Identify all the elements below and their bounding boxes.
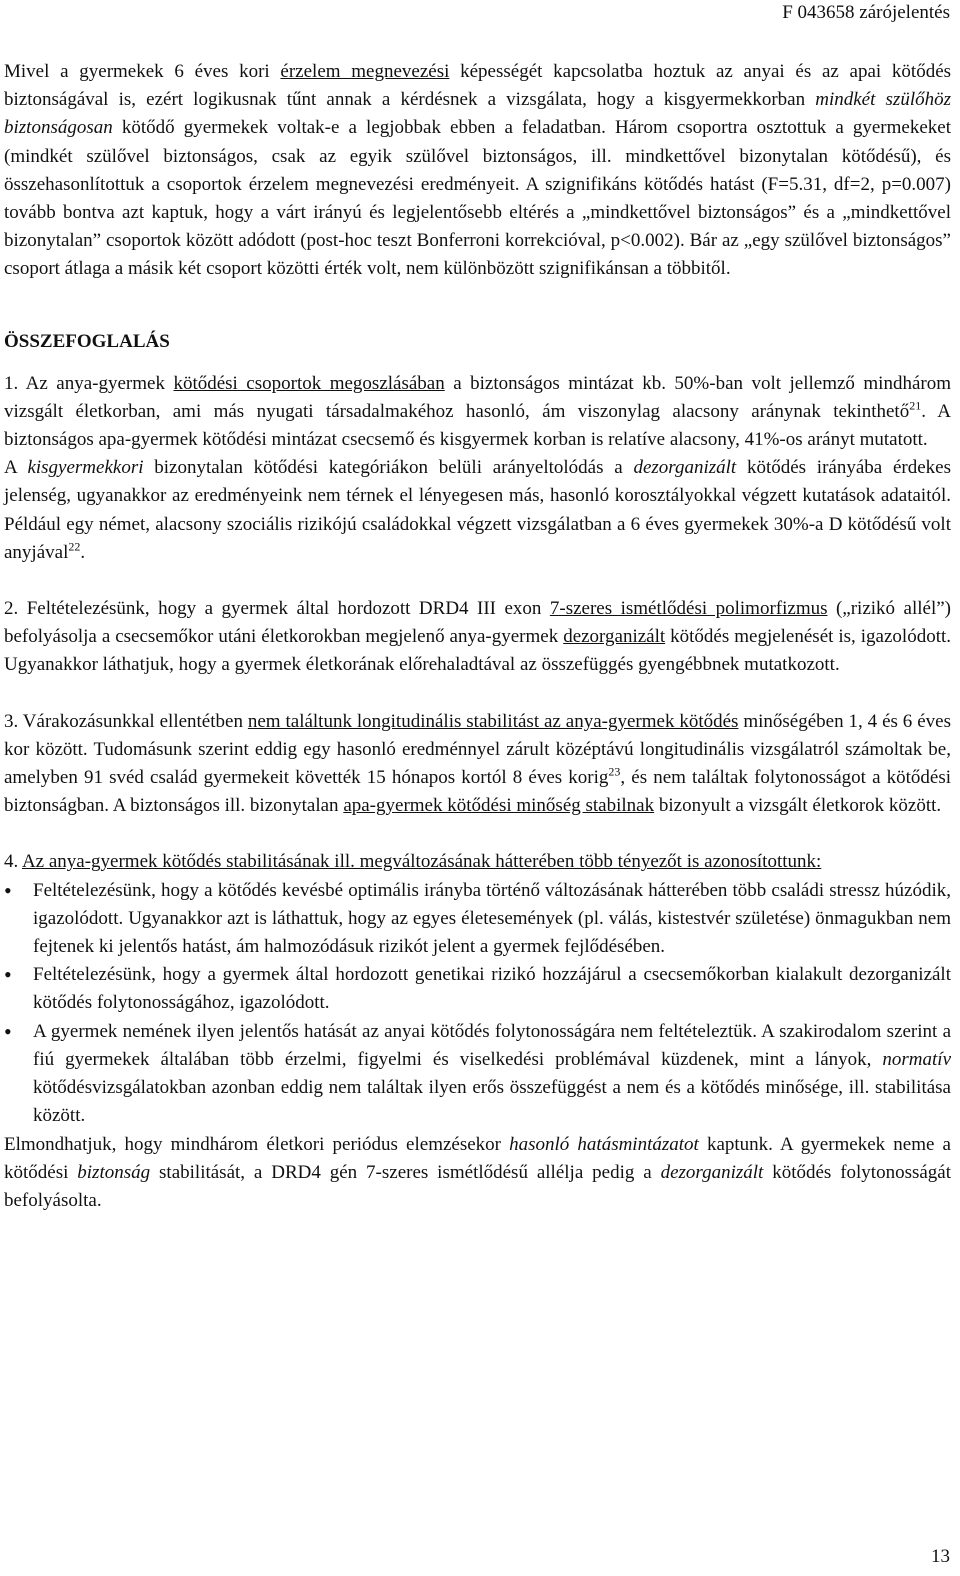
footnote-ref: 22 bbox=[68, 539, 81, 554]
text: kötődés folytonosságát befolyásolta. bbox=[4, 1161, 952, 1211]
italic-text: biztonság bbox=[77, 1161, 151, 1183]
text: a biztonságos mintázat kb. 50%-ban volt jellemző mindhárom vizsgált életkorban, ami más nyugati társadalmakéhoz hasonló, ám viszonylag alacsony aránynak tekinthető bbox=[4, 372, 951, 422]
italic-text: dezorganizált bbox=[660, 1161, 764, 1183]
list-item bbox=[4, 877, 951, 962]
text: . bbox=[80, 541, 86, 563]
text: Feltételezésünk, hogy a gyermek által hordozott genetikai rizikó hozzájárul a csecsemőkorban kialakult dezorganizált kötődés folytonosságához, igazolódott. bbox=[33, 964, 951, 1014]
underlined-text: Az anya-gyermek kötődés stabilitásának ill. megváltozásának hátterében több tényezőt is azonosítottunk: bbox=[21, 851, 822, 873]
page-number: 13 bbox=[931, 1546, 950, 1567]
summary-point-1 bbox=[4, 370, 951, 455]
text: Mivel a gyermekek 6 éves kori bbox=[4, 61, 281, 82]
underlined-text: kötődési csoportok megoszlásában bbox=[173, 372, 445, 394]
text: kötődés irányába érdekes jelenség, ugyanakkor az eredményeink nem térnek el lényegesen más, hasonló korosztályokkal végzett kutatások adataitól. Például egy német, alacsony szociális rizikójú családokkal végzett vizsgálatban a 6 éves gyermekek 30%-a D kötődésű volt anyjával bbox=[4, 457, 951, 563]
summary-heading: ÖSSZEFOGLALÁS bbox=[4, 330, 170, 352]
footnote-ref: 23 bbox=[608, 764, 621, 779]
list-item bbox=[4, 961, 951, 1017]
text: („rizikó allél”) befolyásolja a csecsemőkor utáni életkorokban megjelenő anya-gyermek bbox=[4, 598, 951, 648]
text: , és nem találtak folytonosságot a kötődési biztonságban. A biztonságos ill. bizonytalan bbox=[4, 767, 952, 817]
underlined-text: dezorganizált bbox=[563, 626, 666, 648]
text: A gyermek nemének ilyen jelentős hatását az anyai kötődés folytonosságára nem feltételeztük. A szakirodalom szerint a fiú gyermekek általában több érzelmi, figyelmi és viselkedési problémával küzdenek, mint a lányok, bbox=[33, 1020, 951, 1070]
text: Elmondhatjuk, hogy mindhárom életkori periódus elemzésekor bbox=[4, 1133, 510, 1155]
text: bizonyult a vizsgált életkorok között. bbox=[654, 795, 942, 817]
text: kötődés megjelenését is, igazolódott. Ugyanakkor láthatjuk, hogy a gyermek életkorának előrehaladtával az összefüggés gyengébbnek mutatkozott. bbox=[4, 626, 951, 676]
italic-text: hasonló hatásmintázatot bbox=[509, 1133, 699, 1155]
list-item bbox=[4, 1018, 951, 1131]
text: kötődő gyermekek voltak-e a legjobbak ebben a feladatban. Három csoportra osztottuk a gyermekeket (mindkét szülővel biztonságos, csak az egyik szülővel biztonságos, ill. mindkettővel bizonytalan kötődésű), és összehasonlítottuk a csoportok érzelem megnevezési eredményeit. A szignifikáns kötődés hatást (F=5.31, df=2, p=0.007) tovább bontva azt kaptuk, hogy a várt irányú és legjelentősebb eltérés a „mindkettővel biztonságos” és a „mindkettővel bizonytalan” csoportok között adódott (post-hoc teszt Bonferroni korrekcióval, p<0.002). Bár az „egy szülővel biztonságos” csoport átlaga a másik két csoport közötti érték volt, nem különbözött szignifikánsan a többitől. bbox=[4, 117, 951, 280]
text: 4. bbox=[4, 851, 22, 873]
text: képességét kapcsolatba hoztuk az anyai és az apai kötődés biztonságával is, ezért logikusnak tűnt annak a kérdésnek a vizsgálata, hogy a kisgyermekkorban bbox=[4, 61, 952, 111]
factor-list bbox=[4, 877, 951, 1131]
underlined-text: apa-gyermek kötődési minőség stabilnak bbox=[343, 795, 655, 817]
text: 3. Várakozásunkkal ellentétben bbox=[4, 710, 248, 732]
conclusion-paragraph bbox=[4, 1131, 951, 1216]
text: bizonytalan kötődési kategóriákon belüli arányeltolódás a bbox=[143, 457, 634, 479]
underlined-text: nem találtunk longitudinális stabilitást az anya-gyermek kötődés bbox=[247, 710, 739, 732]
summary-point-1-continued bbox=[4, 454, 951, 567]
italic-text: dezorganizált bbox=[633, 457, 737, 479]
underlined-text: 7-szeres ismétlődési polimorfizmus bbox=[549, 598, 828, 620]
text: A bbox=[4, 457, 28, 479]
italic-text: mindkét szülőhöz biztonságosan bbox=[4, 89, 951, 139]
text: kaptunk. A gyermekek neme a kötődési bbox=[4, 1133, 951, 1183]
summary-point-4 bbox=[4, 848, 951, 876]
document-body bbox=[4, 58, 951, 1215]
text: minőségében 1, 4 és 6 éves kor között. Tudomásunk szerint eddig egy hasonló eredménnyel zárult középtávú longitudinális vizsgálatról számoltak be, amelyben 91 svéd család gyermekeit követték 15 hónapos kortól 8 éves korig bbox=[4, 710, 951, 789]
summary-point-3 bbox=[4, 708, 951, 821]
underlined-text: érzelem megnevezési bbox=[280, 61, 450, 82]
italic-text: normatív bbox=[882, 1048, 951, 1070]
intro-paragraph bbox=[4, 58, 951, 284]
footnote-ref: 21 bbox=[909, 398, 922, 413]
text: 1. Az anya-gyermek bbox=[4, 372, 174, 394]
text: 2. Feltételezésünk, hogy a gyermek által hordozott DRD4 III exon bbox=[4, 598, 550, 620]
italic-text: kisgyermekkori bbox=[27, 457, 144, 479]
summary-point-2 bbox=[4, 595, 951, 680]
text: Feltételezésünk, hogy a kötődés kevésbé optimális irányba történő változásának hátterében több családi stressz húzódik, igazolódott. Ugyanakkor azt is láthattuk, hogy az egyes életesemények (pl. válás, kistestvér születése) önmagukban nem fejtenek ki jelentős hatást, ám halmozódásuk rizikót jelent a gyermek fejlődésében. bbox=[33, 879, 951, 958]
text: kötődésvizsgálatokban azonban eddig nem találtak ilyen erős összefüggést a nem és a kötődés minősége, ill. stabilitása között. bbox=[33, 1077, 951, 1127]
text: stabilitását, a DRD4 gén 7-szeres ismétlődésű allélja pedig a bbox=[150, 1161, 661, 1183]
text: . A biztonságos apa-gyermek kötődési mintázat csecsemő és kisgyermek korban is relatíve alacsony, 41%-os arányt mutatott. bbox=[4, 400, 951, 451]
document-id-header: F 043658 zárójelentés bbox=[782, 2, 950, 23]
